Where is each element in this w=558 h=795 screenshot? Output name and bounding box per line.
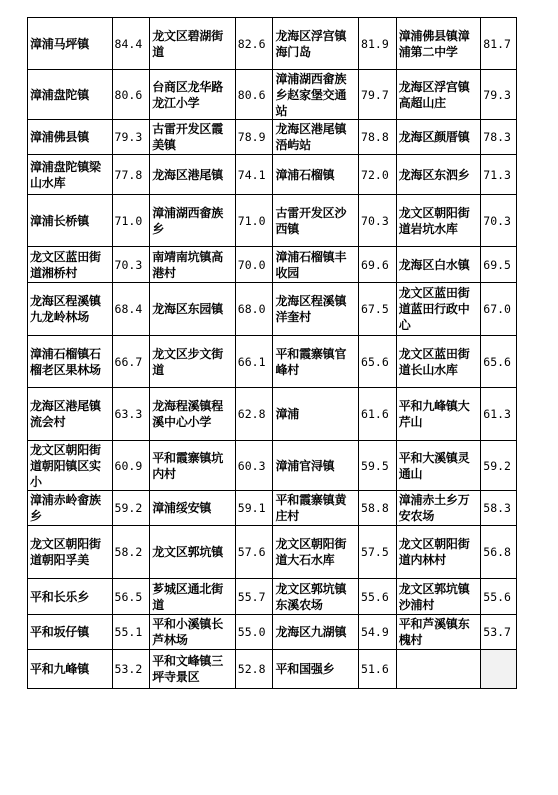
station-name-cell: 龙海区港尾镇 (150, 155, 236, 195)
station-name-cell: 龙海区程溪镇洋奎村 (273, 283, 359, 336)
station-value-cell: 55.0 (235, 615, 273, 650)
station-value-cell: 66.7 (112, 336, 150, 388)
station-name-cell: 龙文区朝阳街道岩坑水库 (396, 195, 481, 247)
station-name-cell: 漳浦湖西畲族乡 (150, 195, 236, 247)
station-value-cell: 56.5 (112, 579, 150, 615)
table-row (28, 336, 517, 388)
station-value-cell: 74.1 (235, 155, 273, 195)
station-value-cell: 63.3 (112, 388, 150, 441)
station-name-cell: 漳浦湖西畲族乡赵家堡交通站 (273, 70, 359, 120)
station-name-cell: 龙海区东园镇 (150, 283, 236, 336)
station-name-cell: 平和大溪镇灵通山 (396, 441, 481, 491)
station-value-cell: 59.5 (359, 441, 397, 491)
station-value-cell (481, 650, 517, 689)
station-name-cell: 漳浦赤土乡万安农场 (396, 491, 481, 526)
station-name-cell: 龙海区东泗乡 (396, 155, 481, 195)
station-value-cell: 58.2 (112, 526, 150, 579)
station-value-cell: 78.8 (359, 120, 397, 155)
station-name-cell: 漳浦石榴镇石榴老区果林场 (28, 336, 113, 388)
station-name-cell: 漳浦绥安镇 (150, 491, 236, 526)
station-name-cell: 台商区龙华路龙江小学 (150, 70, 236, 120)
station-value-cell: 66.1 (235, 336, 273, 388)
station-name-cell: 平和霞寨镇坑内村 (150, 441, 236, 491)
station-value-cell: 67.5 (359, 283, 397, 336)
station-value-cell: 52.8 (235, 650, 273, 689)
station-value-cell: 58.8 (359, 491, 397, 526)
station-name-cell: 龙文区郭坑镇 (150, 526, 236, 579)
station-value-cell: 67.0 (481, 283, 517, 336)
station-name-cell: 龙海区港尾镇浯屿站 (273, 120, 359, 155)
station-name-cell: 龙文区郭坑镇沙浦村 (396, 579, 481, 615)
station-value-cell: 72.0 (359, 155, 397, 195)
station-value-cell: 68.4 (112, 283, 150, 336)
station-value-cell: 70.3 (112, 247, 150, 283)
station-name-cell: 平和国强乡 (273, 650, 359, 689)
station-name-cell: 龙海区浮宫镇海门岛 (273, 18, 359, 70)
station-name-cell: 龙文区蓝田街道长山水库 (396, 336, 481, 388)
table-row (28, 195, 517, 247)
station-name-cell: 芗城区通北街道 (150, 579, 236, 615)
station-value-cell: 58.3 (481, 491, 517, 526)
station-value-cell: 62.8 (235, 388, 273, 441)
station-name-cell: 平和九峰镇大芹山 (396, 388, 481, 441)
station-value-cell: 81.7 (481, 18, 517, 70)
station-value-cell: 56.8 (481, 526, 517, 579)
station-name-cell: 古雷开发区沙西镇 (273, 195, 359, 247)
station-value-cell: 84.4 (112, 18, 150, 70)
station-value-cell: 59.2 (481, 441, 517, 491)
station-name-cell: 漳浦 (273, 388, 359, 441)
station-value-cell: 71.3 (481, 155, 517, 195)
station-name-cell: 平和芦溪镇东槐村 (396, 615, 481, 650)
station-name-cell: 龙文区朝阳街道大石水库 (273, 526, 359, 579)
station-value-cell: 71.0 (235, 195, 273, 247)
station-value-cell: 77.8 (112, 155, 150, 195)
station-name-cell: 平和九峰镇 (28, 650, 113, 689)
table-row (28, 526, 517, 579)
station-name-cell: 龙海区白水镇 (396, 247, 481, 283)
station-value-cell: 53.7 (481, 615, 517, 650)
station-name-cell: 平和坂仔镇 (28, 615, 113, 650)
station-name-cell: 漳浦赤岭畲族乡 (28, 491, 113, 526)
station-value-cell: 80.6 (235, 70, 273, 120)
station-name-cell: 龙文区朝阳街道内林村 (396, 526, 481, 579)
station-name-cell: 漳浦盘陀镇梁山水库 (28, 155, 113, 195)
station-value-cell: 59.2 (112, 491, 150, 526)
station-value-cell: 78.9 (235, 120, 273, 155)
table-row (28, 441, 517, 491)
station-name-cell: 漳浦官浔镇 (273, 441, 359, 491)
station-value-cell: 60.9 (112, 441, 150, 491)
station-value-cell: 65.6 (359, 336, 397, 388)
station-value-cell: 79.7 (359, 70, 397, 120)
table-row (28, 18, 517, 70)
station-name-cell: 平和霞寨镇黄庄村 (273, 491, 359, 526)
station-value-cell: 71.0 (112, 195, 150, 247)
station-name-cell: 龙海程溪镇程溪中心小学 (150, 388, 236, 441)
station-name-cell: 龙海区浮宫镇高超山庄 (396, 70, 481, 120)
station-name-cell: 龙海区九湖镇 (273, 615, 359, 650)
station-value-cell: 82.6 (235, 18, 273, 70)
station-name-cell: 龙文区朝阳街道朝阳孚美 (28, 526, 113, 579)
table-row (28, 283, 517, 336)
station-value-cell: 53.2 (112, 650, 150, 689)
station-value-cell: 61.6 (359, 388, 397, 441)
station-name-cell: 漳浦马坪镇 (28, 18, 113, 70)
station-name-cell: 龙海区程溪镇九龙岭林场 (28, 283, 113, 336)
table-row (28, 388, 517, 441)
station-name-cell: 龙海区颜厝镇 (396, 120, 481, 155)
station-value-cell: 78.3 (481, 120, 517, 155)
station-value-cell: 69.5 (481, 247, 517, 283)
station-name-cell: 漳浦盘陀镇 (28, 70, 113, 120)
station-value-cell: 54.9 (359, 615, 397, 650)
station-name-cell: 平和文峰镇三坪寺景区 (150, 650, 236, 689)
station-name-cell: 龙文区蓝田街道湘桥村 (28, 247, 113, 283)
station-value-cell: 80.6 (112, 70, 150, 120)
station-value-cell: 68.0 (235, 283, 273, 336)
station-name-cell: 龙海区港尾镇流会村 (28, 388, 113, 441)
table-row (28, 70, 517, 120)
table-row (28, 650, 517, 689)
station-name-cell: 龙文区蓝田街道蓝田行政中心 (396, 283, 481, 336)
station-value-cell: 70.0 (235, 247, 273, 283)
table-row (28, 120, 517, 155)
station-name-cell: 漳浦佛县镇漳浦第二中学 (396, 18, 481, 70)
station-name-cell: 龙文区碧湖街道 (150, 18, 236, 70)
station-value-cell: 59.1 (235, 491, 273, 526)
station-name-cell: 漳浦长桥镇 (28, 195, 113, 247)
station-name-cell: 平和长乐乡 (28, 579, 113, 615)
table-row (28, 615, 517, 650)
station-name-cell: 漳浦佛县镇 (28, 120, 113, 155)
station-value-cell: 60.3 (235, 441, 273, 491)
table-row (28, 155, 517, 195)
station-name-cell (396, 650, 481, 689)
station-value-cell: 55.1 (112, 615, 150, 650)
station-value-cell: 70.3 (481, 195, 517, 247)
station-table (27, 17, 517, 689)
station-name-cell: 南靖南坑镇高港村 (150, 247, 236, 283)
station-name-cell: 古雷开发区霞美镇 (150, 120, 236, 155)
station-value-cell: 55.6 (359, 579, 397, 615)
station-name-cell: 漳浦石榴镇 (273, 155, 359, 195)
station-name-cell: 平和小溪镇长芦林场 (150, 615, 236, 650)
station-name-cell: 龙文区步文街道 (150, 336, 236, 388)
station-value-cell: 51.6 (359, 650, 397, 689)
station-value-cell: 79.3 (112, 120, 150, 155)
station-name-cell: 平和霞寨镇官峰村 (273, 336, 359, 388)
station-name-cell: 龙文区朝阳街道朝阳镇区实小 (28, 441, 113, 491)
table-row (28, 247, 517, 283)
station-value-cell: 55.6 (481, 579, 517, 615)
station-value-cell: 79.3 (481, 70, 517, 120)
table-row (28, 579, 517, 615)
station-name-cell: 漳浦石榴镇丰收园 (273, 247, 359, 283)
station-value-cell: 61.3 (481, 388, 517, 441)
table-body (28, 18, 517, 689)
station-value-cell: 57.5 (359, 526, 397, 579)
table-row (28, 491, 517, 526)
station-name-cell: 龙文区郭坑镇东溪农场 (273, 579, 359, 615)
station-value-cell: 55.7 (235, 579, 273, 615)
station-value-cell: 81.9 (359, 18, 397, 70)
station-value-cell: 70.3 (359, 195, 397, 247)
station-value-cell: 65.6 (481, 336, 517, 388)
station-value-cell: 57.6 (235, 526, 273, 579)
station-value-cell: 69.6 (359, 247, 397, 283)
